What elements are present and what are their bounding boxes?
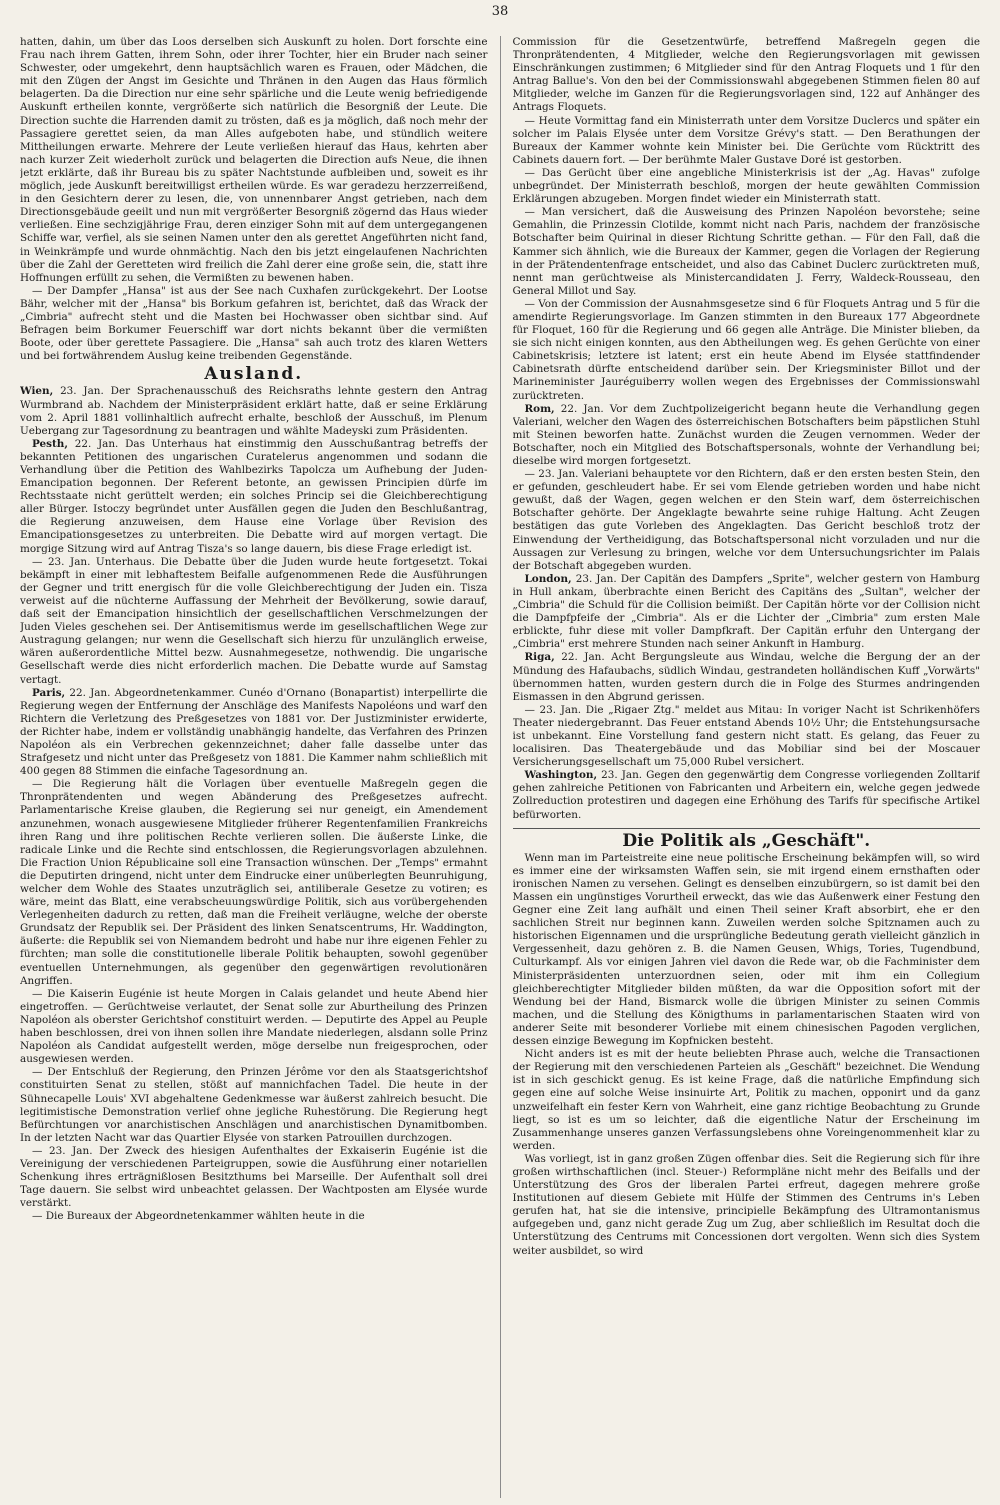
- dispatch-place: London,: [524, 572, 572, 585]
- dispatch-paragraph: [513, 298, 981, 403]
- feature-paragraph: Wenn man im Parteistreite eine neue politische Erscheinung bekämpfen will, so wird es immer eine der wirksamsten Waffen sein, sie mit irgend einem ernsthaften oder ironischen Namen zu versehen. Gelingt es denselben einzubürgern, so ist damit bei den Massen ein ungünstiges Vorurtheil erweckt, das wie das Außenwerk einer Festung den Gegner eine Zeit lang aufhält und einen Theil seiner Kraft absorbirt, ehe er den sachlichen Streit nur beginnen kann. Zuweilen werden solche Spitznamen auch zu historischen Eigennamen und die ursprüngliche Bedeutung gerath vielleicht gänzlich in Vergessenheit, dazu gehören z. B. die Namen Geusen, Whigs, Tories, Tugendbund, Culturkampf. Als vor einigen Jahren viel davon die Rede war, ob die Fachminister dem Ministerpräsidenten unterzuordnen seien, oder mit ihm ein Collegium gleichberechtigter Mitglieder bilden müßten, da war die Opposition sofort mit der Wendung bei der Hand, Bismarck wolle die übrigen Minister zu seinen Commis machen, und die Stellung des Königthums in parlamentarischen Staaten wird von anderer Seite mit besonderer Vorliebe mit einem chinesischen Pagoden verglichen, dessen einzige Bewegung im Kopfnicken besteht.: [512, 851, 980, 1048]
- dispatch-paragraph: [513, 651, 981, 703]
- dispatch-text: 23. Jan. Gegen den gegenwärtig dem Congresse vorliegenden Zolltarif gehen zahlreiche Petitionen von Fabricanten und Arbeitern ein, welche gegen jedwede Zollreduction protestiren und dagegen eine Erhöhung des Tarifs für specifische Artikel befürworten.: [512, 769, 980, 821]
- dispatch-place: Rom,: [524, 402, 555, 415]
- dispatch-text: 22. Jan. Vor dem Zuchtpolizeigericht begann heute die Verhandlung gegen Valeriani, welcher den Wagen des österreichischen Botschafters beim päpstlichen Stuhl mit Steinen beworfen hatte. Zunächst wurden die Zeugen vernommen. Weder der Botschafter, noch ein Mitglied des Botschaftspersonals, wohnte der Verhandlung bei; dieselbe wird morgen fortgesetzt.: [512, 402, 980, 467]
- dispatch-paragraph: [20, 1066, 488, 1145]
- dispatch-text: — Das Gerücht über eine angebliche Ministerkrisis ist der „Ag. Havas" zufolge unbegründet. Der Ministerrath beschloß, morgen der heute gewählten Commission Erklärungen abzugeben. Morgen findet wieder ein Ministerrath statt.: [512, 166, 980, 206]
- left-column: [20, 36, 488, 1498]
- dispatch-text: — Von der Commission der Ausnahmsgesetze sind 6 für Floquets Antrag und 5 für die amendirte Regierungsvorlage. Im Ganzen stimmten in den Bureaux 177 Abgeordnete für Floquet, 160 für die Regierung und 66 gegen alle Anträge. Die Minister blieben, da sie sich nicht einigen konnten, aus den Abtheilungen weg. Es gehen Gerüchte von einer Cabinetskrisis; letztere ist latent; erst ein heute Abend im Elysée stattfindender Cabinetsrath dürfte entscheidend darüber sein. Der Kriegsminister Billot und der Marineminister Jauréguiberry wollen wegen des Ergebnisses der Commissionswahl zurücktreten.: [512, 297, 980, 402]
- dispatch-text: 22. Jan. Abgeordnetenkammer. Cunéo d'Ornano (Bonapartist) interpellirte die Regierung wegen der Entfernung der Anschläge des Manifests Napoléons und warf den Richtern die Verletzung des Preßgesetzes von 1881 vor. Der Justizminister erwiderte, der Richter habe, indem er vollständig unabhängig handelte, das Verfahren des Prinzen Napoléon als ein Verbrechen gekennzeichnet; daher falle dasselbe unter das Strafgesetz und nicht unter das Preßgesetz von 1881. Die Kammer nahm schließlich mit 400 gegen 88 Stimmen die einfache Tagesordnung an.: [20, 686, 488, 778]
- dispatch-text: — Heute Vormittag fand ein Ministerrath unter dem Vorsitze Duclercs und später ein solcher im Palais Elysée unter dem Vorsitze Grévy's statt. — Den Berathungen der Bureaux der Kammer wohnte kein Minister bei. Die Gerüchte vom Rücktritt des Cabinets dauern fort. — Der berühmte Maler Gustave Doré ist gestorben.: [512, 114, 980, 166]
- dispatch-place: Pesth,: [32, 437, 68, 450]
- dispatch-paragraph: [20, 438, 488, 556]
- dispatch-text: 23. Jan. Der Sprachenausschuß des Reichsraths lehnte gestern den Antrag Wurmbrand ab. Nachdem der Ministerpräsident erklärt hatte, daß er seine Erklärung vom 2. April 1881 vollinhaltlich aufrecht erhalte, beschloß der Ausschuß, im Plenum Uebergang zur Tagesordnung zu beantragen und wählte Madeyski zum Präsidenten.: [20, 385, 488, 437]
- dispatch-text: — 23. Jan. Unterhaus. Die Debatte über die Juden wurde heute fortgesetzt. Tokai bekämpft in einer mit lebhaftestem Beifalle aufgenommenen Rede die Ausführungen der Gegner und tritt energisch für die volle Gleichberechtigung der Juden ein. Tisza verweist auf die nüchterne Auffassung der Mehrheit der Bevölkerung, sowie darauf, daß seit der Emancipation hinsichtlich der gesellschaftlichen Verschmelzungen der Juden Vieles geschehen sei. Der Antisemitismus werde im gesellschaftlichen Wege zur Austragung gelangen; nur wenn die Gesellschaft sich hierzu für unzulänglich erweise, wären außerordentliche Mittel bezw. Ausnahmegesetze, nothwendig. Die ungarische Gesellschaft werde dies nicht erforderlich machen. Die Debatte wurde auf Samstag vertagt.: [20, 555, 488, 686]
- feature-heading: Die Politik als „Geschäft".: [513, 828, 981, 848]
- dispatch-place: Wien,: [20, 385, 54, 398]
- dispatch-text: — Die Kaiserin Eugénie ist heute Morgen in Calais gelandet und heute Abend hier eingetroffen. — Gerüchtweise verlautet, der Senat solle zur Aburtheilung des Prinzen Napoléon als oberster Gerichtshof constituirt werden. — Deputirte des Appel au Peuple haben beschlossen, drei von ihnen sollen ihre Mandate niederlegen, alsdann solle Prinz Napoléon als Candidat aufgestellt werden, möge derselbe nun freigesprochen, oder ausgewiesen werden.: [20, 987, 488, 1066]
- dispatch-text: — 23. Jan. Die „Rigaer Ztg." meldet aus Mitau: In voriger Nacht ist Schrikenhöfers Theater niedergebrannt. Das Feuer entstand Abends 10½ Uhr; die Entstehungsursache ist unbekannt. Eine Vorstellung fand gestern nicht statt. Es gelang, das Feuer zu localisiren. Das Theatergebäude und das Mobiliar sind bei der Moscauer Versicherungsgesellschaft um 75,000 Rubel versichert.: [512, 703, 980, 769]
- dispatch-paragraph: [513, 573, 981, 652]
- dispatch-place: Paris,: [32, 686, 66, 699]
- feature-paragraph: Was vorliegt, ist in ganz großen Zügen offenbar dies. Seit die Regierung sich für ihre großen wirthschaftlichen (incl. Steuer-) Reformpläne nicht mehr des Beifalls und der Unterstützung des Gros der liberalen Partei erfreut, dagegen mehrere große Institutionen auf diesem Gebiete mit Hülfe der Stimmen des Centrums in's Leben gerufen hat, hat sie die intensive, principielle Bekämpfung des Ultramontanismus aufgegeben und, ganz nicht gerade Zug um Zug, aber schließlich im Resultat doch die Unterstützung des Centrums mit Concessionen dort vergolten. Wenn sich dies System weiter ausbildet, so wird: [512, 1152, 980, 1257]
- dispatch-place: Riga,: [524, 651, 555, 664]
- dispatch-paragraph: [20, 1210, 488, 1223]
- dispatch-text: — Die Regierung hält die Vorlagen über eventuelle Maßregeln gegen die Thronprätendenten und wegen Abänderung des Preßgesetzes aufrecht. Parlamentarische Kreise glauben, die Regierung sei nur geneigt, ein Amendement anzunehmen, wonach ausgewiesene Mitglieder früherer Regentenfamilien Frankreichs ihren Rang und ihre politischen Rechte verlieren sollen. Die äußerste Linke, die radicale Linke und die Rechte sind entschlossen, die Regierungsvorlagen abzulehnen. Die Fraction Union Républicaine soll eine Transaction wünschen. Der „Temps" ermahnt die Deputirten dringend, nicht unter dem Eindrucke einer unüberlegten Beunruhigung, welcher dem Wohle des Staates unzuträglich sei, antiliberale Gesetze zu votiren; es wäre, meint das Blatt, eine verabscheuungswürdige Politik, sich aus vorübergehenden Verlegenheiten dadurch zu retten, daß man die Freiheit verläugne, welche der oberste Grundsatz der Republik sei. Der Präsident des linken Senatscentrums, Hr. Waddington, äußerte: die Republik sei von Niemandem bedroht und habe nur ihre eigenen Fehler zu fürchten; man solle die constitutionelle liberale Politik behaupten, sowohl gegenüber eventuellen Unternehmungen, als gegenüber den gegenwärtigen revolutionären Angriffen.: [20, 778, 488, 987]
- dispatch-paragraph: [513, 403, 981, 468]
- article-paragraph: — Der Dampfer „Hansa" ist aus der See nach Cuxhafen zurückgekehrt. Der Lootse Bähr, welcher mit der „Hansa" bis Borkum gefahren ist, berichtet, daß das Wrack der „Cimbria" aufrecht steht und die Masten bei Hochwasser oben sichtbar sind. Auf Befragen beim Borkumer Feuerschiff war dort nichts bekannt über die vermißten Boote, oder über gerettete Passagiere. Die „Hansa" sah auch trotz des klaren Wetters und bei fortwährendem Auslug keine treibenden Gegenstände.: [20, 284, 488, 363]
- dispatch-paragraph: [513, 167, 981, 206]
- section-heading-ausland: Ausland.: [204, 364, 304, 385]
- dispatch-text: — Man versichert, daß die Ausweisung des Prinzen Napoléon bevorstehe; seine Gemahlin, die Prinzessin Clotilde, kommt nicht nach Paris, nachdem der französische Botschafter beim Quirinal in dieser Richtung Schritte gethan. — Für den Fall, daß die Kammer sich ähnlich, wie die Bureaux der Kammer, gegen die Vorlagen der Regierung in der Prätendentenfrage entscheidet, und also das Cabinet Duclerc zurücktreten muß, nennt man gerüchtweise als Ministercandidaten J. Ferry, Waldeck-Rousseau, den General Millot und Say.: [512, 206, 980, 297]
- dispatch-place: Washington,: [524, 769, 598, 782]
- dispatch-paragraph: [513, 468, 981, 573]
- dispatch-paragraph: [513, 769, 981, 821]
- right-column: [513, 36, 981, 1498]
- dispatch-text: Commission für die Gesetzentwürfe, betreffend Maßregeln gegen die Thronprätendenten, 4 Mitglieder, welche den Regierungsvorlagen mit gewissen Einschränkungen zustimmen; 6 Mitglieder sind für den Antrag Floquets und 1 für den Antrag Ballue's. Von den bei der Commissionswahl abgegebenen Stimmen fielen 80 auf Mitglieder, welche im Ganzen für die Regierungsvorlagen sind, 122 auf Anhänger des Antrags Floquets.: [512, 36, 980, 114]
- dispatch-list: [513, 36, 981, 822]
- dispatch-text: — 23. Jan. Der Zweck des hiesigen Aufenthaltes der Exkaiserin Eugénie ist die Vereinigung der verschiedenen Parteigruppen, sowie die Ausführung einer notariellen Schenkung ihres erträgnißlosen Besitzthums bei Marseille. Der Aufenthalt soll drei Tage dauern. Sie selbst wird unbeachtet gelassen. Der Wachtposten am Elysée wurde verstärkt.: [20, 1144, 488, 1210]
- dispatch-paragraph: [20, 556, 488, 687]
- article-paragraph: hatten, dahin, um über das Loos derselben sich Auskunft zu holen. Dort forschte eine Frau nach ihrem Gatten, ihrem Sohn, oder ihrer Tochter, hier ein Bruder nach seiner Schwester, oder umgekehrt, denn hauptsächlich waren es Frauen, oder Mädchen, die mit den Zügen der Angst im Gesichte und Thränen in den Augen das Haus förmlich belagerten. Da die Direction nur eine sehr spärliche und die Leute wenig befriedigende Auskunft ertheilen konnte, vergrößerte sich natürlich die Besorgniß der Leute. Die Direction suchte die Harrenden damit zu trösten, daß es ja möglich, daß noch mehr der Passagiere gerettet seien, da man Alles aufgeboten habe, und stündlich weitere Mittheilungen erwarte. Mehrere der Leute verließen hierauf das Haus, kehrten aber nach kurzer Zeit wiederholt zurück und belagerten die Direction aufs Neue, die ihnen jetzt erklärte, daß ihr Bureau bis zu später Nachtstunde aufbleiben und, soweit es ihr möglich, jede Auskunft bereitwilligst ertheilen würde. Es war geradezu herzzerreißend, in den Gesichtern derer zu lesen, die, von unnennbarer Angst getrieben, nach dem Directionsgebäude geeilt und nun mit vergrößerter Besorgniß zögernd das Haus wieder verließen. Eine sechzigjährige Frau, deren einziger Sohn mit auf dem untergegangenen Schiffe war, verfiel, als sie seinen Namen unter den als gerettet Angeführten nicht fand, in Weinkrämpfe und wurde ohnmächtig. Nach den bis jetzt eingelaufenen Nachrichten über die Zahl der Geretteten wird freilich die Zahl derer eine große sein, die, statt ihre Hoffnungen erfüllt zu sehen, die Vermißten zu bewenen haben.: [20, 36, 488, 284]
- columns: [20, 36, 980, 1498]
- dispatch-paragraph: [20, 778, 488, 988]
- dispatch-text: 22. Jan. Das Unterhaus hat einstimmig den Ausschußantrag betreffs der bekannten Petitionen des ungarischen Curatelerus angenommen und sodann die Verhandlung über die Petition des Wahlbezirks Tapolcza um Aufhebung der Juden-Emancipation begonnen. Der Referent betonte, an gewissen Principien dürfe im Rechtsstaate nicht gerüttelt werden; ein solches Princip sei die Gleichberechtigung aller Bürger. Istoczy begründet unter Ausfällen gegen die Juden den Beschlußantrag, die Regierung anzuweisen, dem Hause eine Vorlage über Revision des Emancipationsgesetzes zu unterbreiten. Die Debatte wird auf morgen vertagt. Die morgige Sitzung wird auf Antrag Tisza's so lange dauern, bis diese Frage erledigt ist.: [20, 437, 488, 555]
- feature-paragraph: Nicht anders ist es mit der heute beliebten Phrase auch, welche die Transactionen der Regierung mit den verschiedenen Parteien als „Geschäft" bezeichnet. Die Wendung ist in sich geschickt genug. Es ist keine Frage, daß die natürliche Empfindung sich gegen eine auf solche Weise insinuirte Art, Politik zu machen, opponirt und da ganz unzweifelhaft ein fester Kern von Wahrheit, eine ganz richtige Beobachtung zu Grunde liegt, so ist es um so leichter, daß die eigentliche Natur der Erscheinung im Zusammenhange unseres ganzen Verfassungslebens ohne Voreingenommenheit klar zu werden.: [512, 1048, 980, 1152]
- dispatch-paragraph: [513, 206, 981, 298]
- dispatch-text: 23. Jan. Der Capitän des Dampfers „Sprite", welcher gestern von Hamburg in Hull ankam, überbrachte einen Bericht des Capitäns des „Sultan", welcher der „Cimbria" die Schuld für die Collision beimißt. Der Capitän hörte vor der Collision nicht die Dampfpfeife der „Cimbria". Als er die Lichter der „Cimbria" zum ersten Male erblickte, fuhr diese mit voller Dampfkraft. Der Capitän erfuhr den Untergang der „Cimbria" erst mehrere Stunden nach seiner Ankunft in Hamburg.: [512, 572, 980, 651]
- dispatch-paragraph: [20, 687, 488, 779]
- dispatch-text: — Der Entschluß der Regierung, den Prinzen Jérôme vor den als Staatsgerichtshof constituirten Senat zu stellen, stößt auf mannichfachen Tadel. Die heute in der Sühnecapelle Louis' XVI abgehaltene Gedenkmesse war äußerst zahlreich besucht. Die legitimistische Demonstration verlief ohne jegliche Ruhestörung. Die Regierung hegt Befürchtungen vor anarchistischen Anschlägen und anarchistischen Dynamitbomben. In der letzten Nacht war das Quartier Elysée von starken Patrouillen durchzogen.: [20, 1066, 488, 1144]
- dispatch-list: [20, 385, 488, 1223]
- feature-article: [513, 852, 981, 1258]
- dispatch-paragraph: [513, 704, 981, 769]
- dispatch-paragraph: [20, 988, 488, 1067]
- column-divider: [500, 36, 501, 1498]
- dispatch-paragraph: [513, 36, 981, 115]
- dispatch-paragraph: [20, 385, 488, 437]
- dispatch-text: 22. Jan. Acht Bergungsleute aus Windau, welche die Bergung der an der Mündung des Hafaubachs, südlich Windau, gestrandeten holländischen Kuff „Vorwärts" übernommen hatten, wurden gestern durch die in Folge des Sturmes andringenden Eismassen in den Abgrund gerissen.: [512, 651, 980, 703]
- dispatch-paragraph: [513, 115, 981, 167]
- page-number: 38: [491, 4, 509, 19]
- dispatch-paragraph: [20, 1145, 488, 1210]
- dispatch-text: — Die Bureaux der Abgeordnetenkammer wählten heute in die: [32, 1210, 365, 1223]
- dispatch-text: — 23. Jan. Valeriani behauptete vor den Richtern, daß er den ersten besten Stein, den er gefunden, geschleudert habe. Er sei vom Elende getrieben worden und habe nicht gewußt, daß der Wagen, gegen welchen er den Stein warf, dem österreichischen Botschafter gehörte. Der Angeklagte bewahrte seine ruhige Haltung. Acht Zeugen bestätigen das gute Vorleben des Angeklagten. Das Gericht beschloß trotz der Einwendung der Vertheidigung, das Botschaftspersonal nicht vorzuladen und nur die Aussagen zur Verlesung zu bringen, welche vor dem Untersuchungsrichter im Palais der Botschaft abgegeben wurden.: [512, 468, 980, 572]
